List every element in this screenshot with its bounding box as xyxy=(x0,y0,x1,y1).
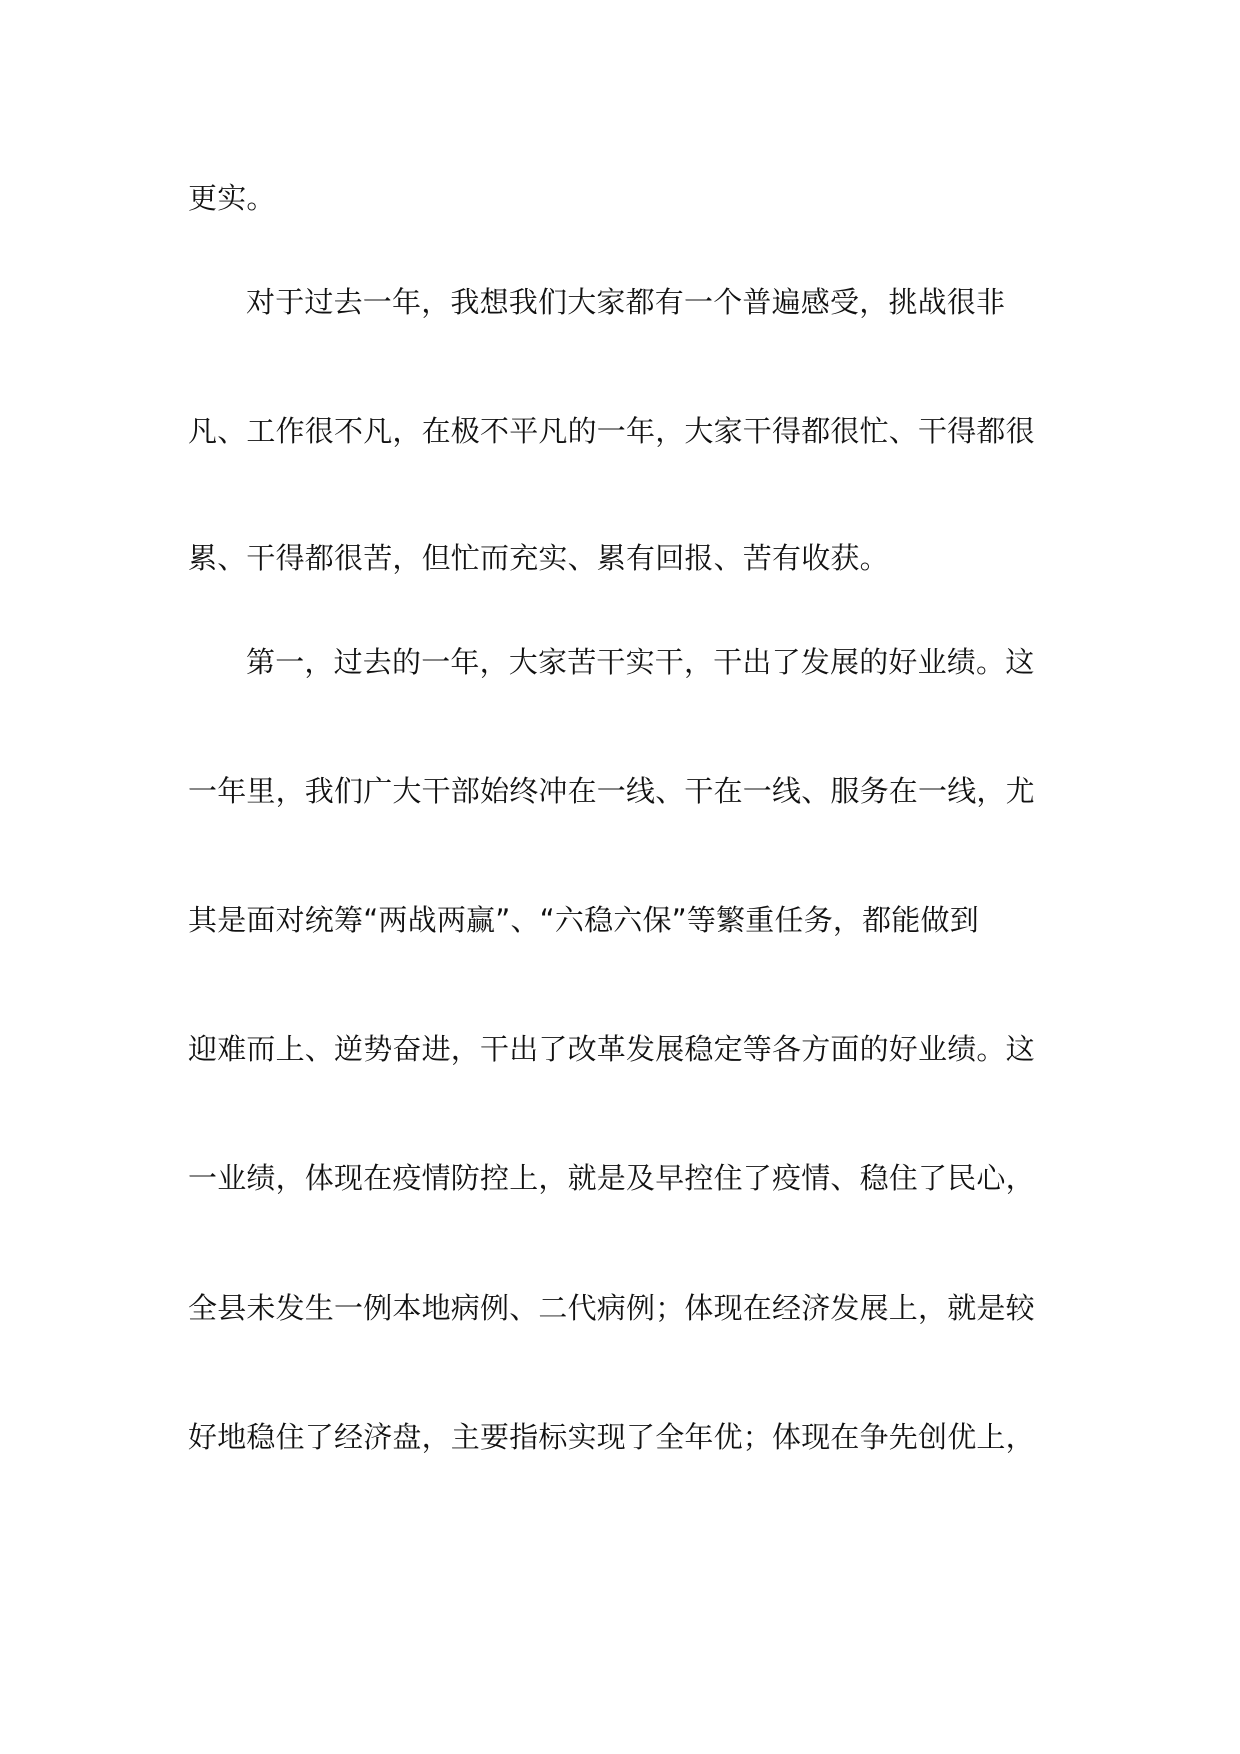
paragraph-start-line: 第一，过去的一年，大家苦干实干，干出了发展的好业绩。这 xyxy=(246,645,1035,679)
text-line: 全县未发生一例本地病例、二代病例；体现在经济发展上，就是较 xyxy=(188,1291,1035,1325)
text-line: 更实。 xyxy=(188,181,276,215)
text-line: 好地稳住了经济盘，主要指标实现了全年优；体现在争先创优上， xyxy=(188,1420,1035,1454)
text-line: 累、干得都很苦，但忙而充实、累有回报、苦有收获。 xyxy=(188,541,889,575)
text-line: 凡、工作很不凡，在极不平凡的一年，大家干得都很忙、干得都很 xyxy=(188,414,1035,448)
text-line: 一业绩，体现在疫情防控上，就是及早控住了疫情、稳住了民心， xyxy=(188,1161,1035,1195)
text-line: 迎难而上、逆势奋进，干出了改革发展稳定等各方面的好业绩。这 xyxy=(188,1032,1035,1066)
text-line: 一年里，我们广大干部始终冲在一线、干在一线、服务在一线，尤 xyxy=(188,774,1035,808)
paragraph-start-line: 对于过去一年，我想我们大家都有一个普遍感受，挑战很非 xyxy=(246,285,1006,319)
text-line: 其是面对统筹“两战两赢”、“六稳六保”等繁重任务，都能做到 xyxy=(188,903,979,937)
